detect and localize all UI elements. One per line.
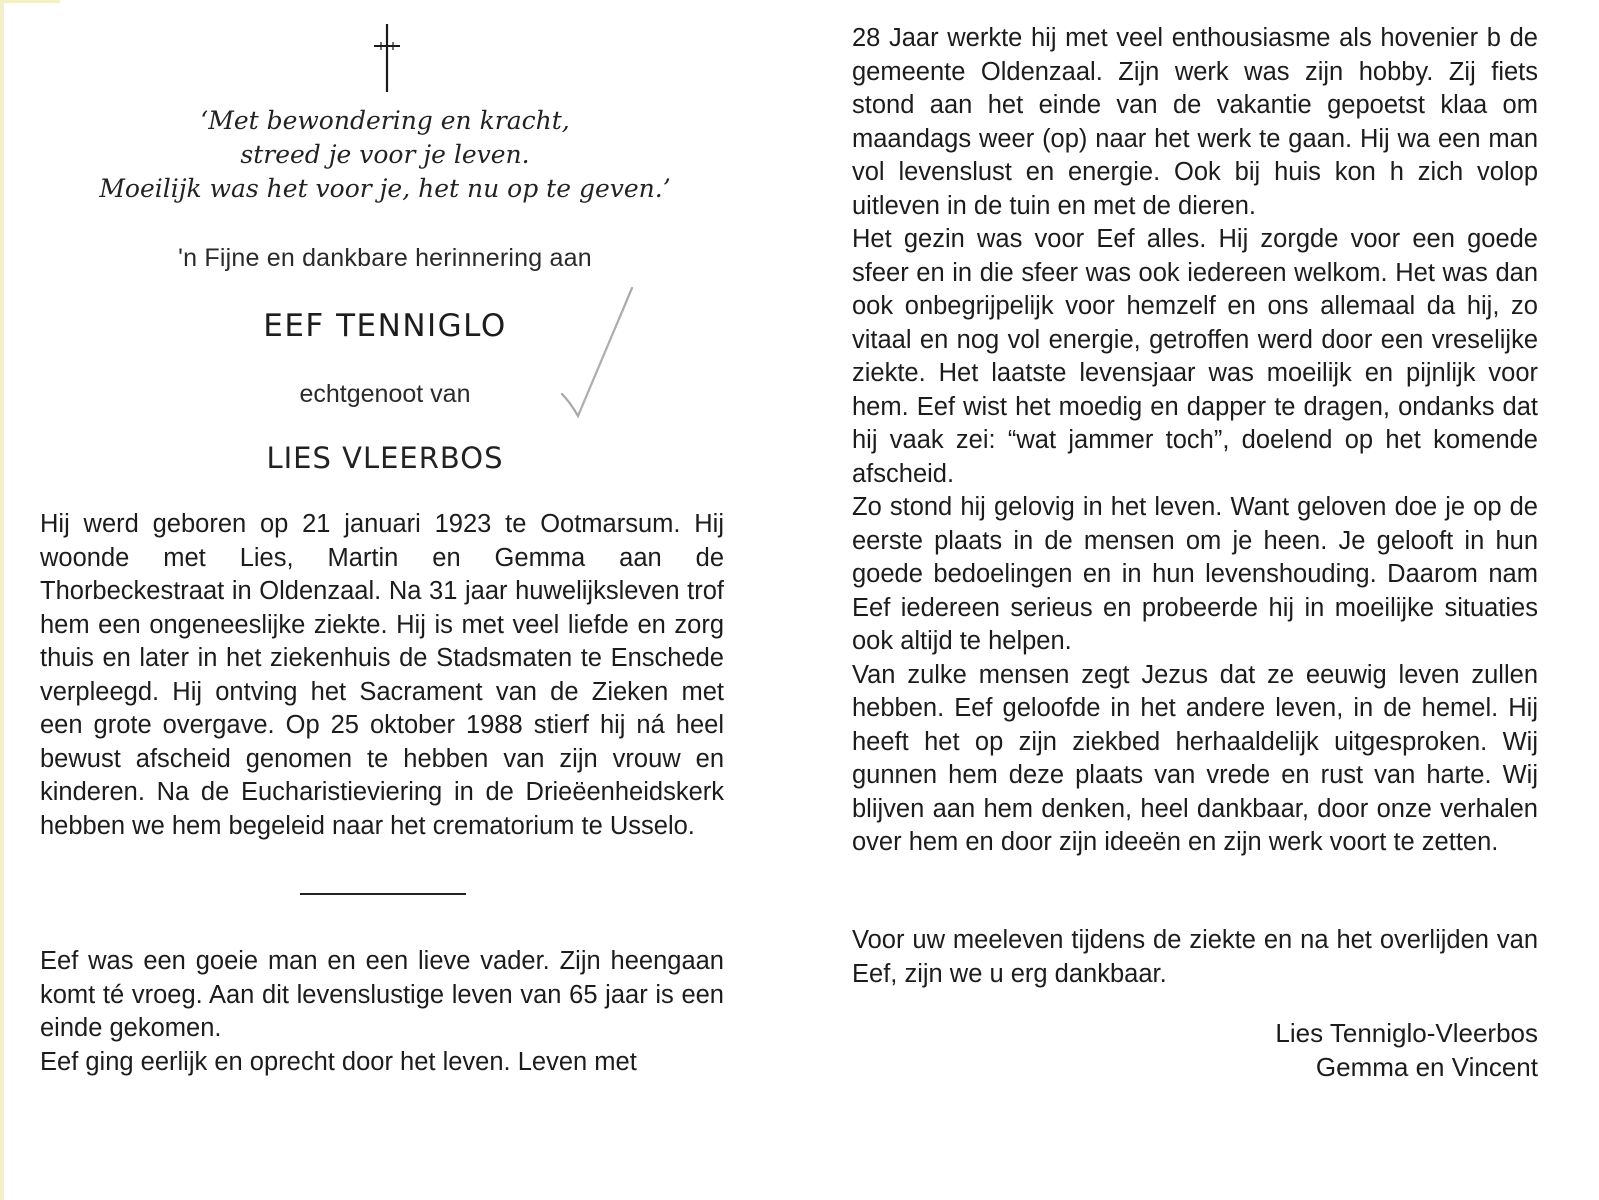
signature-line-2: Gemma en Vincent: [1315, 1052, 1538, 1082]
poem-line-3: Moeilijk was het voor je, het nu op te geven.’: [99, 174, 671, 203]
eef-description: [40, 945, 724, 1079]
paper-edge-top: [0, 0, 60, 3]
poem-line-2: streed je voor je leven.: [240, 140, 530, 169]
eef-paragraph-2: Eef ging eerlijk en oprecht door het leven. Leven met: [40, 1047, 637, 1076]
deceased-name: EEF TENNIGLO: [263, 308, 507, 344]
signature-line-1: Lies Tenniglo-Vleerbos: [1275, 1018, 1538, 1048]
right-paragraph-1: 28 Jaar werkte hij met veel enthousiasme als hovenier b de gemeente Oldenzaal. Zijn werk was zijn hobby. Zij fiets stond aan het einde van de vakantie gepoetst klaa om maandags weer (op) naar het werk te gaan. Hij wa een man vol levenslust en energie. Ook bij huis kon h zich volop uitleven in de tuin en met de dieren.: [852, 24, 1538, 220]
poem: [40, 104, 730, 206]
poem-line-1: ‘Met bewondering en kracht,: [200, 106, 570, 135]
thanks-paragraph: Voor uw meeleven tijdens de ziekte en na het overlijden van Eef, zijn we u erg dankbaar.: [852, 926, 1538, 988]
right-paragraph-4: Van zulke mensen zegt Jezus dat ze eeuwig leven zullen hebben. Eef geloofde in het andere leven, in de hemel. Hij heeft het op zijn ziekbed herhaaldelijk uitgesproken. Wij gunnen hem deze plaats van vrede en rust van harte. Wij blijven aan hem denken, heel dankbaar, door onze verhalen over hem en door zijn ideeën en zijn werk voort te zetten.: [852, 660, 1538, 856]
eef-paragraph-1: Eef was een goeie man en een lieve vader. Zijn heengaan komt té vroeg. Aan dit levenslustige leven van 65 jaar is een einde gekomen.: [40, 947, 724, 1042]
spouse-of-label: echtgenoot van: [299, 380, 471, 408]
divider-line: [300, 893, 466, 895]
right-column-text: [852, 22, 1538, 860]
right-paragraph-3: Zo stond hij gelovig in het leven. Want geloven doe je op de eerste plaats in de mensen om je heen. Je gelooft in hun goede bedoelingen en in hun levenshouding. Daarom nam Eef iedereen serieus en probeerde hij in moeilijke situaties ook altijd te helpen.: [852, 493, 1538, 655]
cross-icon: [372, 22, 402, 94]
memory-line: 'n Fijne en dankbare herinnering aan: [178, 244, 592, 272]
biography-text: Hij werd geboren op 21 januari 1923 te Ootmarsum. Hij woonde met Lies, Martin en Gemma aan de Thorbeckestraat in Oldenzaal. Na 31 jaar huwelijksleven trof hem een ongeneeslijke ziekte. Hij is met veel liefde en zorg thuis en later in het ziekenhuis de Stadsmaten te Enschede verpleegd. Hij ontving het Sacrament van de Zieken met een grote overgave. Op 25 oktober 1988 stierf hij ná heel bewust afscheid genomen te hebben van zijn vrouw en kinderen. Na de Eucharistieviering in de Drieëenheidskerk hebben we hem begeleid naar het crematorium te Usselo.: [40, 510, 724, 840]
check-mark-icon: [556, 284, 640, 424]
spouse-name: LIES VLEERBOS: [266, 441, 504, 475]
right-paragraph-2: Het gezin was voor Eef alles. Hij zorgde voor een goede sfeer en in die sfeer was ook iedereen welkom. Het was dan ook onbegrijpelijk voor hemzelf en ons allemaal da hij, zo vitaal en nog vol energie, getroffen werd door een vreselijke ziekte. Het laatste levensjaar was moeilijk en pijnlijk voor hem. Eef wist het moedig en dapper te dragen, ondanks dat hij vaak zei: “wat jammer toch”, doelend op het komende afscheid.: [852, 225, 1538, 488]
paper-edge-left: [0, 0, 4, 1200]
thanks-text: [852, 924, 1538, 991]
signature: [1100, 1016, 1538, 1084]
biography: [40, 508, 724, 843]
